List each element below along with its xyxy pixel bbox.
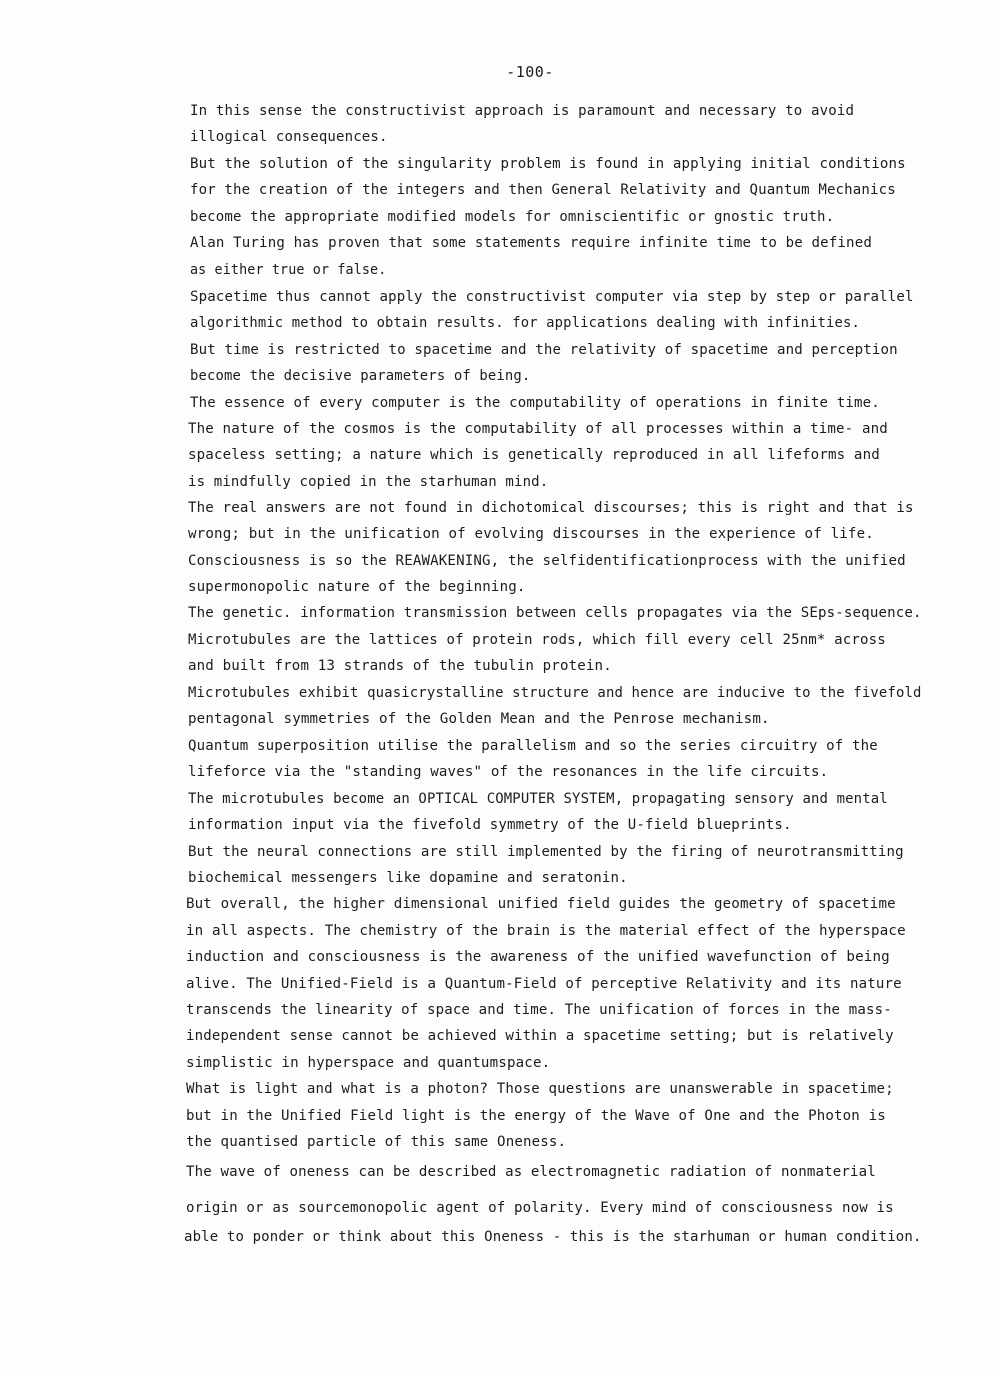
text-line: algorithmic method to obtain results. for applications dealing with infinities. bbox=[190, 314, 860, 331]
text-line: but in the Unified Field light is the energy of the Wave of One and the Photon is bbox=[186, 1107, 886, 1124]
text-line: Microtubules are the lattices of protein rods, which fill every cell 25nm* across bbox=[188, 631, 886, 648]
text-line: the quantised particle of this same Oneness. bbox=[186, 1133, 567, 1150]
text-line: The real answers are not found in dichotomical discourses; this is right and that is bbox=[188, 499, 914, 516]
text-line: wrong; but in the unification of evolving discourses in the experience of life. bbox=[188, 525, 874, 542]
text-line: The nature of the cosmos is the computability of all processes within a time- and bbox=[188, 420, 888, 437]
text-line: information input via the fivefold symmetry of the U-field blueprints. bbox=[188, 816, 792, 833]
text-line: become the appropriate modified models for omniscientific or gnostic truth. bbox=[190, 208, 835, 225]
text-line: Spacetime thus cannot apply the constructivist computer via step by step or parallel bbox=[190, 288, 914, 305]
text-line: able to ponder or think about this Oneness - this is the starhuman or human condition. bbox=[184, 1228, 922, 1245]
text-line: independent sense cannot be achieved within a spacetime setting; but is relatively bbox=[186, 1027, 894, 1044]
text-line: induction and consciousness is the awareness of the unified wavefunction of being bbox=[186, 948, 890, 965]
text-line: The wave of oneness can be described as electromagnetic radiation of nonmaterial bbox=[186, 1163, 876, 1180]
text-line: transcends the linearity of space and time. The unification of forces in the mass- bbox=[186, 1001, 892, 1018]
text-line: in all aspects. The chemistry of the brain is the material effect of the hyperspace bbox=[186, 922, 906, 939]
text-line: What is light and what is a photon? Those questions are unanswerable in spacetime; bbox=[186, 1080, 894, 1097]
text-line: pentagonal symmetries of the Golden Mean and the Penrose mechanism. bbox=[188, 710, 770, 727]
text-line: biochemical messengers like dopamine and seratonin. bbox=[188, 869, 628, 886]
text-line: In this sense the constructivist approach is paramount and necessary to avoid bbox=[190, 102, 855, 119]
text-line: Quantum superposition utilise the parallelism and so the series circuitry of the bbox=[188, 737, 878, 754]
text-line: Alan Turing has proven that some statements require infinite time to be defined bbox=[190, 234, 872, 251]
page-number: -100- bbox=[506, 63, 554, 81]
text-line: Consciousness is so the REAWAKENING, the selfidentificationprocess with the unified bbox=[188, 552, 906, 569]
text-line: alive. The Unified-Field is a Quantum-Field of perceptive Relativity and its nature bbox=[186, 975, 902, 992]
text-line: But the neural connections are still implemented by the firing of neurotransmitting bbox=[188, 843, 904, 860]
text-line: Microtubules exhibit quasicrystalline structure and hence are inducive to the fivefold bbox=[188, 684, 922, 701]
text-line: supermonopolic nature of the beginning. bbox=[188, 578, 526, 595]
text-line: The microtubules become an OPTICAL COMPUTER SYSTEM, propagating sensory and mental bbox=[188, 790, 888, 807]
text-line: as either true or false. bbox=[190, 261, 387, 278]
text-line: for the creation of the integers and then General Relativity and Quantum Mechanics bbox=[190, 181, 896, 198]
text-line: lifeforce via the "standing waves" of the resonances in the life circuits. bbox=[188, 763, 829, 780]
text-line: origin or as sourcemonopolic agent of polarity. Every mind of consciousness now is bbox=[186, 1199, 894, 1216]
text-line: But the solution of the singularity problem is found in applying initial conditions bbox=[190, 155, 906, 172]
text-line: become the decisive parameters of being. bbox=[190, 367, 531, 384]
text-line: and built from 13 strands of the tubulin protein. bbox=[188, 657, 612, 674]
text-line: But overall, the higher dimensional unified field guides the geometry of spacetime bbox=[186, 895, 896, 912]
text-line: The essence of every computer is the computability of operations in finite time. bbox=[190, 394, 880, 411]
text-line: The genetic. information transmission between cells propagates via the SEps-sequence. bbox=[188, 604, 922, 621]
text-line: But time is restricted to spacetime and the relativity of spacetime and perception bbox=[190, 341, 898, 358]
text-line: spaceless setting; a nature which is genetically reproduced in all lifeforms and bbox=[188, 446, 880, 463]
text-line: illogical consequences. bbox=[190, 128, 388, 145]
text-line: is mindfully copied in the starhuman mind. bbox=[188, 473, 549, 490]
text-line: simplistic in hyperspace and quantumspace. bbox=[186, 1054, 551, 1071]
